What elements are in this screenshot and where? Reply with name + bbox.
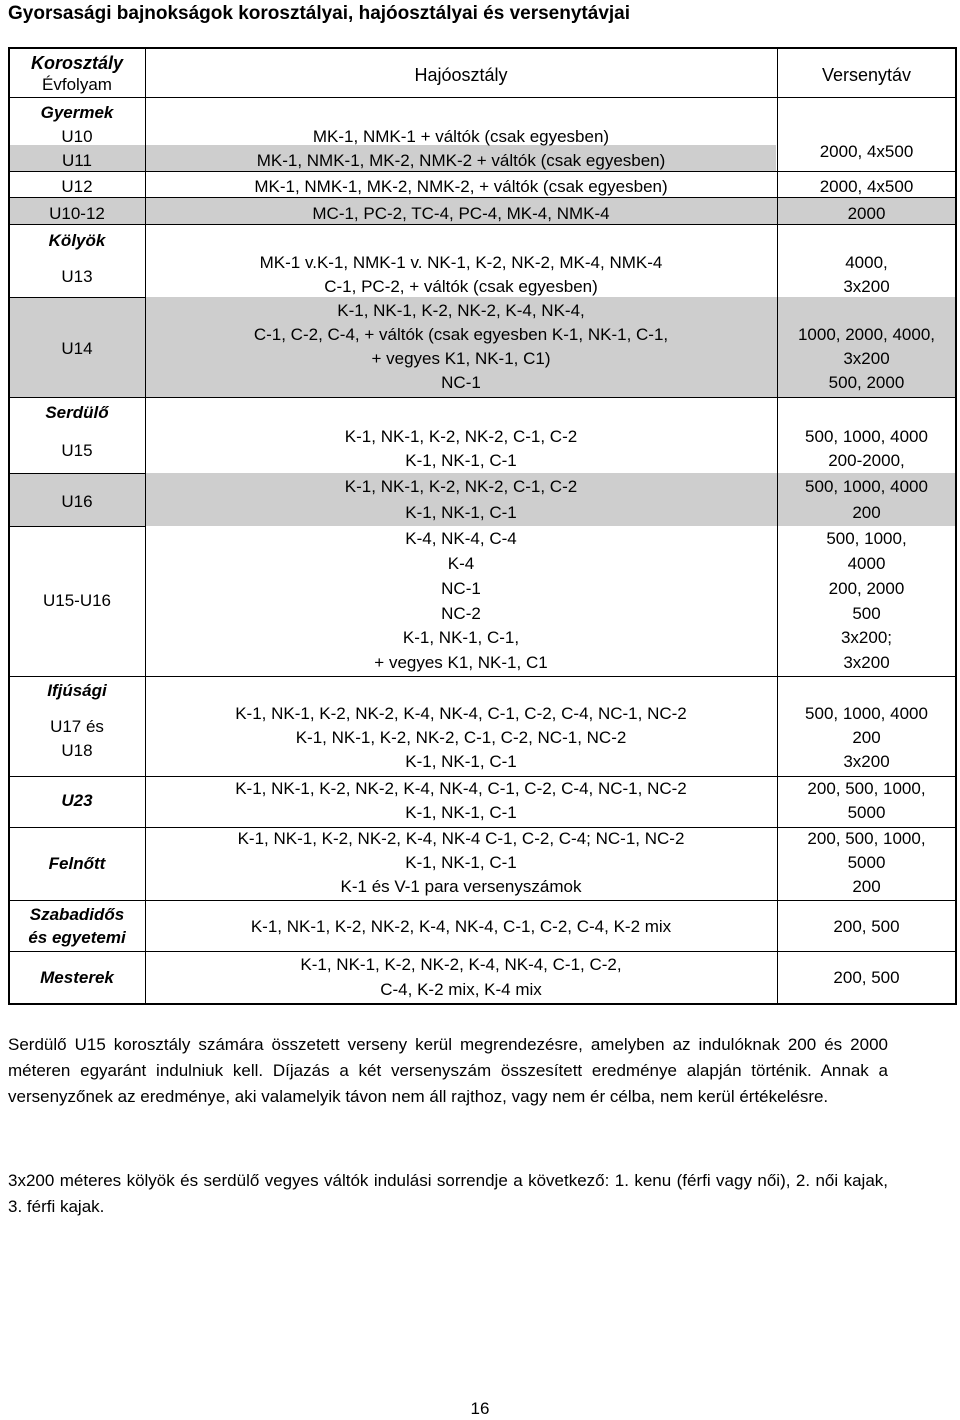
age-felnott: Felnőtt <box>48 854 106 873</box>
distance-mesterek: 200, 500 <box>833 968 900 987</box>
boat-u15-line1: K-1, NK-1, K-2, NK-2, C-1, C-2 <box>344 427 578 446</box>
boat-u23-line2: K-1, NK-1, C-1 <box>405 803 517 822</box>
boat-mesterek-line2: C-4, K-2 mix, K-4 mix <box>380 980 542 999</box>
boat-u14-line2: C-1, C-2, C-4, + váltók (csak egyesben K-1, NK-1, C-1, <box>253 325 669 344</box>
distance-u13-line1: 4000, <box>845 253 888 272</box>
age-u10: U10 <box>61 127 93 146</box>
age-u15-u16: U15-U16 <box>42 591 112 610</box>
row-divider <box>10 97 955 98</box>
age-u23: U23 <box>61 791 93 810</box>
header-year: Évfolyam <box>42 75 112 94</box>
distance-ifjusagi-line2: 200 <box>852 728 881 747</box>
distance-felnott-line1: 200, 500, 1000, <box>807 829 926 848</box>
age-mesterek: Mesterek <box>40 968 114 987</box>
boat-u15-16-line3: NC-1 <box>441 579 481 598</box>
age-u13: U13 <box>61 267 93 286</box>
boat-mesterek-line1: K-1, NK-1, K-2, NK-2, K-4, NK-4, C-1, C-2, <box>300 955 622 974</box>
boat-u23-line1: K-1, NK-1, K-2, NK-2, K-4, NK-4, C-1, C-2, C-4, NC-1, NC-2 <box>235 779 687 798</box>
age-u10-12: U10-12 <box>49 204 105 223</box>
row-divider <box>10 676 955 677</box>
note-paragraph-1: Serdülő U15 korosztály számára összetett verseny kerül megrendezésre, amelyben az indulóknak 200 és 2000 méteren egyaránt indulniuk kell. Díjazás a két versenyszám összesített eredménye alapján történik. Annak a versenyzőnek az eredménye, aki valamelyik távon nem áll rajthoz, vagy nem ér célba, nem kerül értékelésre. <box>8 1035 888 1106</box>
age-group-kolyok: Kölyök <box>48 231 106 250</box>
boat-ifjusagi-line2: K-1, NK-1, K-2, NK-2, C-1, C-2, NC-1, NC-2 <box>295 728 627 747</box>
distance-u16-line2: 200 <box>852 503 881 522</box>
row-divider <box>10 473 145 474</box>
boat-u10-12: MC-1, PC-2, TC-4, PC-4, MK-4, NMK-4 <box>312 204 610 223</box>
distance-u13-line2: 3x200 <box>843 277 890 296</box>
boat-ifjusagi-line3: K-1, NK-1, C-1 <box>405 752 517 771</box>
distance-szabadidos: 200, 500 <box>833 917 900 936</box>
distance-felnott-line2: 5000 <box>847 853 886 872</box>
boat-u14-line3: + vegyes K1, NK-1, C1) <box>371 349 551 368</box>
boat-u14-line4: NC-1 <box>441 373 481 392</box>
distance-u15-16-line1: 500, 1000, <box>826 529 907 548</box>
age-u12: U12 <box>61 177 93 196</box>
boat-felnott-line1: K-1, NK-1, K-2, NK-2, K-4, NK-4 C-1, C-2, C-4; NC-1, NC-2 <box>237 829 685 848</box>
age-group-serdulo: Serdülő <box>45 403 109 422</box>
boat-u15-line2: K-1, NK-1, C-1 <box>405 451 517 470</box>
row-divider <box>10 951 955 952</box>
page-number: 16 <box>470 1399 490 1418</box>
distance-u10-12: 2000 <box>847 204 886 223</box>
boat-u14-line1: K-1, NK-1, K-2, NK-2, K-4, NK-4, <box>337 301 585 320</box>
boat-felnott-line3: K-1 és V-1 para versenyszámok <box>340 877 582 896</box>
distance-felnott-line3: 200 <box>852 877 881 896</box>
age-group-gyermek: Gyermek <box>40 103 114 122</box>
distance-ifjusagi-line3: 3x200 <box>843 752 890 771</box>
row-divider <box>10 297 145 298</box>
age-u15: U15 <box>61 441 93 460</box>
distance-u23-line1: 200, 500, 1000, <box>807 779 926 798</box>
header-boat-class: Hajóosztály <box>414 65 508 85</box>
distance-u15-16-line4: 500 <box>852 604 881 623</box>
age-u16: U16 <box>61 492 93 511</box>
age-u14: U14 <box>61 339 93 358</box>
age-group-ifjusagi: Ifjúsági <box>47 681 107 700</box>
distance-u10-u11: 2000, 4x500 <box>819 142 914 161</box>
distance-u15-16-line3: 200, 2000 <box>828 579 905 598</box>
boat-u13-line2: C-1, PC-2, + váltók (csak egyesben) <box>324 277 598 296</box>
boat-szabadidos: K-1, NK-1, K-2, NK-2, K-4, NK-4, C-1, C-2, C-4, K-2 mix <box>250 917 672 936</box>
distance-u15-16-line5: 3x200; <box>840 628 893 647</box>
distance-u15-16-line2: 4000 <box>847 554 886 573</box>
boat-u15-16-line6: + vegyes K1, NK-1, C1 <box>374 653 548 672</box>
distance-u14-line2: 3x200 <box>843 349 890 368</box>
boat-u16-line1: K-1, NK-1, K-2, NK-2, C-1, C-2 <box>344 477 578 496</box>
row-divider <box>10 397 955 398</box>
boat-u15-16-line4: NC-2 <box>441 604 481 623</box>
header-age-class: Korosztály <box>30 53 124 73</box>
age-egyetemi: és egyetemi <box>28 928 126 947</box>
page-title: Gyorsasági bajnokságok korosztályai, hajóosztályai és versenytávjai <box>8 3 631 24</box>
age-szabadidos: Szabadidős <box>29 905 125 924</box>
age-u11: U11 <box>62 151 92 170</box>
row-divider <box>10 526 145 527</box>
boat-ifjusagi-line1: K-1, NK-1, K-2, NK-2, K-4, NK-4, C-1, C-2, C-4, NC-1, NC-2 <box>235 704 687 723</box>
age-u18: U18 <box>61 741 93 760</box>
age-class-table <box>8 47 957 1005</box>
boat-u11: MK-1, NMK-1, MK-2, NMK-2 + váltók (csak egyesben) <box>256 151 666 170</box>
distance-u15-16-line6: 3x200 <box>843 653 890 672</box>
distance-u16-line1: 500, 1000, 4000 <box>805 477 928 496</box>
distance-u12: 2000, 4x500 <box>819 177 914 196</box>
distance-ifjusagi-line1: 500, 1000, 4000 <box>805 704 928 723</box>
distance-u23-line2: 5000 <box>847 803 886 822</box>
boat-u15-16-line2: K-4 <box>447 554 475 573</box>
boat-u15-16-line5: K-1, NK-1, C-1, <box>402 628 520 647</box>
distance-u15-line1: 500, 1000, 4000 <box>805 427 928 446</box>
boat-u13-line1: MK-1 v.K-1, NMK-1 v. NK-1, K-2, NK-2, MK-4, NMK-4 <box>259 253 663 272</box>
boat-u15-16-line1: K-4, NK-4, C-4 <box>405 529 517 548</box>
header-distance: Versenytáv <box>821 65 912 85</box>
age-u17: U17 és <box>50 717 104 736</box>
distance-u14-line1: 1000, 2000, 4000, <box>797 325 936 344</box>
boat-u16-line2: K-1, NK-1, C-1 <box>405 503 517 522</box>
distance-u14-line3: 500, 2000 <box>828 373 905 392</box>
boat-u10: MK-1, NMK-1 + váltók (csak egyesben) <box>312 127 610 146</box>
boat-u12: MK-1, NMK-1, MK-2, NMK-2, + váltók (csak egyesben) <box>254 177 668 196</box>
row-divider <box>10 900 955 901</box>
boat-felnott-line2: K-1, NK-1, C-1 <box>405 853 517 872</box>
distance-u15-line2: 200-2000, <box>828 451 905 470</box>
note-paragraph-2: 3x200 méteres kölyök és serdülő vegyes váltók indulási sorrendje a következő: 1. kenu (férfi vagy női), 2. női kajak, 3. férfi kajak. <box>8 1171 888 1216</box>
